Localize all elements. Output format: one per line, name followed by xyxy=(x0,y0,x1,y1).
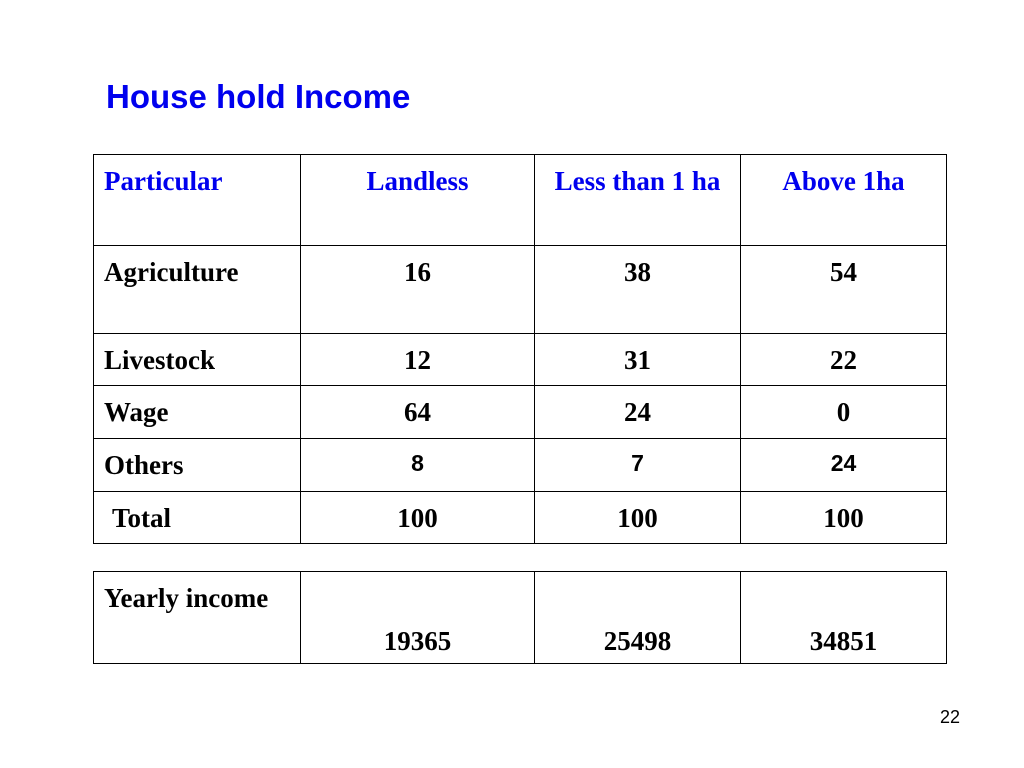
table-cell: 25498 xyxy=(535,572,741,664)
column-header: Less than 1 ha xyxy=(535,155,741,246)
column-header: Particular xyxy=(94,155,301,246)
table-cell: 8 xyxy=(301,439,535,492)
table-cell: 16 xyxy=(301,246,535,334)
table-row xyxy=(94,439,947,492)
row-label: Total xyxy=(94,492,301,544)
income-breakdown-table xyxy=(93,154,947,544)
table-cell: 100 xyxy=(535,492,741,544)
row-label: Livestock xyxy=(94,334,301,386)
column-header: Landless xyxy=(301,155,535,246)
table-row xyxy=(94,492,947,544)
column-header: Above 1ha xyxy=(741,155,947,246)
table-cell: 100 xyxy=(741,492,947,544)
page-title: House hold Income xyxy=(106,78,411,115)
row-label: Yearly income xyxy=(94,572,301,664)
table-cell: 64 xyxy=(301,386,535,439)
row-label: Wage xyxy=(94,386,301,439)
table-cell: 24 xyxy=(535,386,741,439)
table-cell: 100 xyxy=(301,492,535,544)
table-cell: 7 xyxy=(535,439,741,492)
table-cell: 0 xyxy=(741,386,947,439)
table-row xyxy=(94,386,947,439)
page-number: 22 xyxy=(940,707,961,727)
table-cell: 24 xyxy=(741,439,947,492)
table-cell: 31 xyxy=(535,334,741,386)
table-cell: 12 xyxy=(301,334,535,386)
table-cell: 38 xyxy=(535,246,741,334)
yearly-income-table xyxy=(93,571,947,664)
row-label: Agriculture xyxy=(94,246,301,334)
table-row xyxy=(94,334,947,386)
table-cell: 19365 xyxy=(301,572,535,664)
table-header-row xyxy=(94,155,947,246)
table-cell: 54 xyxy=(741,246,947,334)
table-row xyxy=(94,246,947,334)
table-cell: 34851 xyxy=(741,572,947,664)
row-label: Others xyxy=(94,439,301,492)
table-row xyxy=(94,572,947,664)
table-cell: 22 xyxy=(741,334,947,386)
